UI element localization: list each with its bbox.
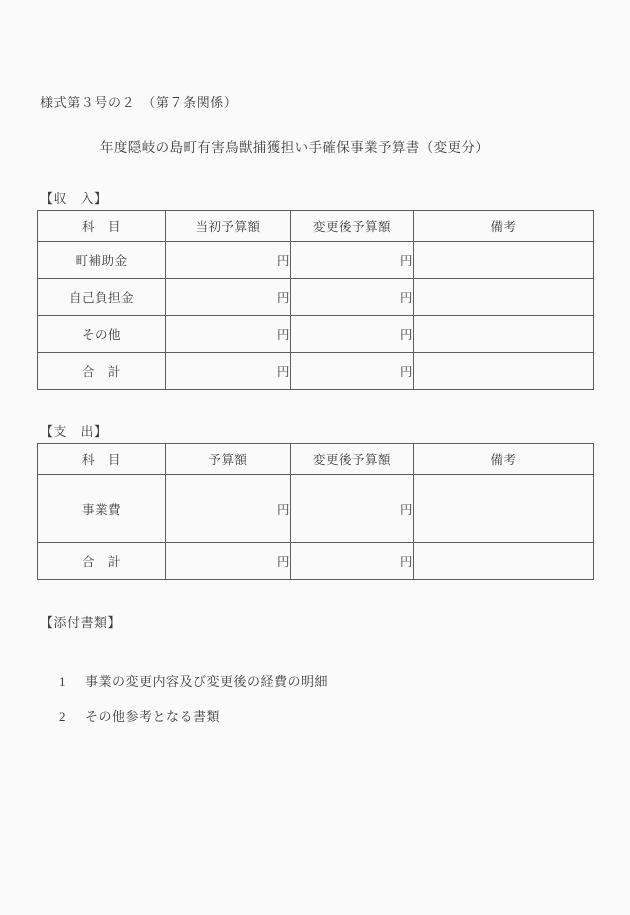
expense-section-heading: 【支 出】 [40, 424, 108, 439]
expense-total-note[interactable] [414, 543, 594, 580]
income-row-note[interactable] [414, 242, 594, 279]
attachment-text: 事業の変更内容及び変更後の経費の明細 [85, 674, 329, 689]
attachment-list-item [44, 690, 220, 741]
expense-row-budget[interactable]: 円 [166, 475, 291, 543]
attachments-heading: 【添付書類】 [40, 615, 122, 630]
table-row [38, 279, 594, 316]
expense-total-label: 合 計 [38, 543, 166, 580]
table-header-row [38, 211, 594, 242]
expense-column-header-item: 科 目 [38, 444, 166, 475]
expense-total-revised-budget[interactable]: 円 [291, 543, 414, 580]
income-column-header-note: 備考 [414, 211, 594, 242]
expense-row-item: 事業費 [38, 475, 166, 543]
expense-row-revised-budget[interactable]: 円 [291, 475, 414, 543]
expense-total-budget[interactable]: 円 [166, 543, 291, 580]
expense-column-header-note: 備考 [414, 444, 594, 475]
table-row [38, 242, 594, 279]
expense-column-header-revised-budget: 変更後予算額 [291, 444, 414, 475]
income-table [37, 210, 594, 390]
income-row-original-budget[interactable]: 円 [166, 279, 291, 316]
expense-row-note[interactable] [414, 475, 594, 543]
income-row-revised-budget[interactable]: 円 [291, 242, 414, 279]
attachment-number: 2 [59, 709, 66, 724]
table-row [38, 475, 594, 543]
table-row [38, 316, 594, 353]
income-total-note[interactable] [414, 353, 594, 390]
income-total-label: 合 計 [38, 353, 166, 390]
attachment-number: 1 [59, 674, 66, 689]
income-row-note[interactable] [414, 279, 594, 316]
document-title: 年度隠岐の島町有害鳥獣捕獲担い手確保事業予算書（変更分） [100, 140, 490, 155]
income-row-note[interactable] [414, 316, 594, 353]
income-row-original-budget[interactable]: 円 [166, 242, 291, 279]
income-row-item: 町補助金 [38, 242, 166, 279]
income-row-item: その他 [38, 316, 166, 353]
income-row-item: 自己負担金 [38, 279, 166, 316]
income-row-revised-budget[interactable]: 円 [291, 279, 414, 316]
table-row-total [38, 353, 594, 390]
income-section-heading: 【収 入】 [40, 191, 108, 206]
income-column-header-revised-budget: 変更後予算額 [291, 211, 414, 242]
table-header-row [38, 444, 594, 475]
expense-table [37, 443, 594, 580]
attachment-text: その他参考となる書類 [85, 709, 221, 724]
income-column-header-original-budget: 当初予算額 [166, 211, 291, 242]
expense-column-header-budget: 予算額 [166, 444, 291, 475]
income-row-revised-budget[interactable]: 円 [291, 316, 414, 353]
income-column-header-item: 科 目 [38, 211, 166, 242]
income-total-original-budget[interactable]: 円 [166, 353, 291, 390]
form-number: 様式第３号の２ （第７条関係） [40, 95, 238, 110]
income-row-original-budget[interactable]: 円 [166, 316, 291, 353]
income-total-revised-budget[interactable]: 円 [291, 353, 414, 390]
table-row-total [38, 543, 594, 580]
